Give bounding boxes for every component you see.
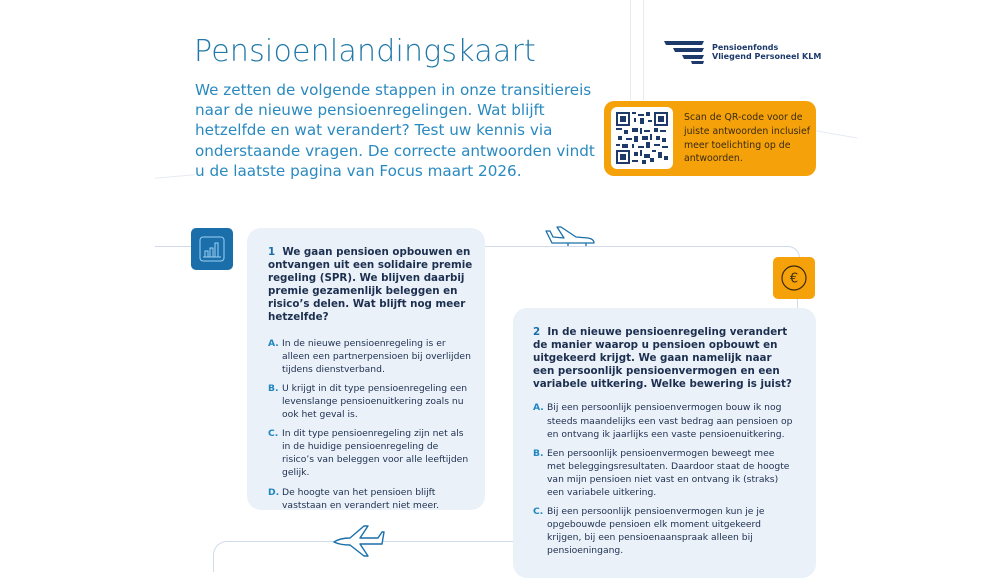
option-letter: B. — [533, 447, 544, 459]
qr-instruction-text: Scan de QR-code voor de juiste antwoorden inclusief meer toelichting op de antwoorden. — [684, 112, 811, 165]
answer-option-1b[interactable] — [268, 382, 473, 421]
option-letter: A. — [268, 337, 279, 349]
option-text: In dit type pensioenregeling zijn net als in de huidige pensioenregeling de risico’s van beleggen voor alle leeftijden gelijk. — [282, 428, 469, 479]
option-text: In de nieuwe pensioenregeling is er alleen een partnerpensioen bij overlijden tijdens dienstverband. — [282, 337, 471, 375]
answer-option-2c[interactable] — [533, 505, 795, 557]
option-text: Bij een persoonlijk pensioenvermogen kun je je opgebouwde pensioen elk moment uitgekeerd krijgen, bij een pensioenaanspraak alleen bij pensioeningang. — [547, 506, 765, 557]
plane-flying-icon — [330, 523, 386, 559]
wing-logo-icon — [664, 41, 710, 65]
question-number: 1 — [268, 246, 276, 258]
question-number: 2 — [533, 326, 541, 338]
page-title: Pensioenlandingskaart — [194, 34, 536, 69]
plane-landing-icon — [544, 225, 598, 247]
brand-name-line2: Vliegend Personeel KLM — [712, 52, 822, 61]
answer-option-2b[interactable] — [533, 447, 795, 499]
intro-paragraph: We zetten de volgende stappen in onze transitiereis naar de nieuwe pensioenregelingen. Wat blijft hetzelfde en wat verandert? Test uw kennis via onderstaande vragen. De correcte antwoorden vindt u de laatste pagina van Focus maart 2026. — [195, 81, 595, 180]
option-letter: B. — [268, 382, 279, 394]
route-line — [485, 246, 800, 259]
svg-text:€: € — [789, 271, 799, 287]
answer-option-1c[interactable] — [268, 427, 473, 479]
option-letter: C. — [268, 428, 279, 440]
qr-callout — [604, 101, 816, 176]
question2-badge — [773, 257, 815, 299]
brand-name-line1: Pensioenfonds — [712, 43, 779, 52]
question-card-2 — [513, 308, 816, 578]
brand-logo — [664, 40, 824, 66]
answer-option-1d[interactable] — [268, 486, 473, 512]
bar-chart-icon — [199, 236, 225, 262]
background-guide-line — [643, 0, 644, 100]
answer-option-2a[interactable] — [533, 401, 795, 440]
route-line — [155, 246, 191, 247]
answer-option-1a[interactable] — [268, 337, 473, 376]
question-1-text — [268, 246, 473, 325]
qr-code-icon — [616, 112, 668, 164]
brand-name — [712, 43, 821, 61]
option-text: Bij een persoonlijk pensioenvermogen bouw ik nog steeds maandelijks een vast bedrag aan pensioen op en ontvang ik jaarlijks een vaste pensioenuitkering. — [547, 402, 793, 440]
euro-coin-icon — [780, 264, 808, 292]
option-text: De hoogte van het pensioen blijft vaststaan en verandert niet meer. — [282, 486, 440, 511]
question-card-1 — [247, 228, 485, 510]
option-letter: D. — [268, 486, 280, 498]
background-guide-line — [155, 174, 195, 178]
question-2-text — [533, 326, 795, 391]
option-letter: C. — [533, 506, 544, 518]
background-guide-line — [630, 0, 631, 100]
qr-code[interactable] — [611, 107, 673, 169]
question-body: In de nieuwe pensioenregeling verandert de manier waarop u pensioen opbouwt en uitgekeerd krijgt. We gaan namelijk naar een persoonlijk pensioenvermogen en een variabele uitkering. Welke bewering is juist? — [533, 326, 792, 391]
background-guide-line — [816, 130, 858, 138]
option-letter: A. — [533, 402, 544, 414]
question-body: We gaan pensioen opbouwen en ontvangen uit een solidaire premie regeling (SPR). We blijven daarbij premie gezamenlijk beleggen en risico’s delen. Wat blijft nog meer hetzelfde? — [268, 246, 473, 324]
question1-badge — [191, 228, 233, 270]
option-text: Een persoonlijk pensioenvermogen beweegt mee met beleggingsresultaten. Daardoor staat de hoogte van mijn pensioen niet vast en ontvang ik (straks) een variabele uitkering. — [547, 447, 790, 499]
option-text: U krijgt in dit type pensioenregeling een levenslange pensioenuitkering zoals nu ook het geval is. — [282, 382, 468, 421]
